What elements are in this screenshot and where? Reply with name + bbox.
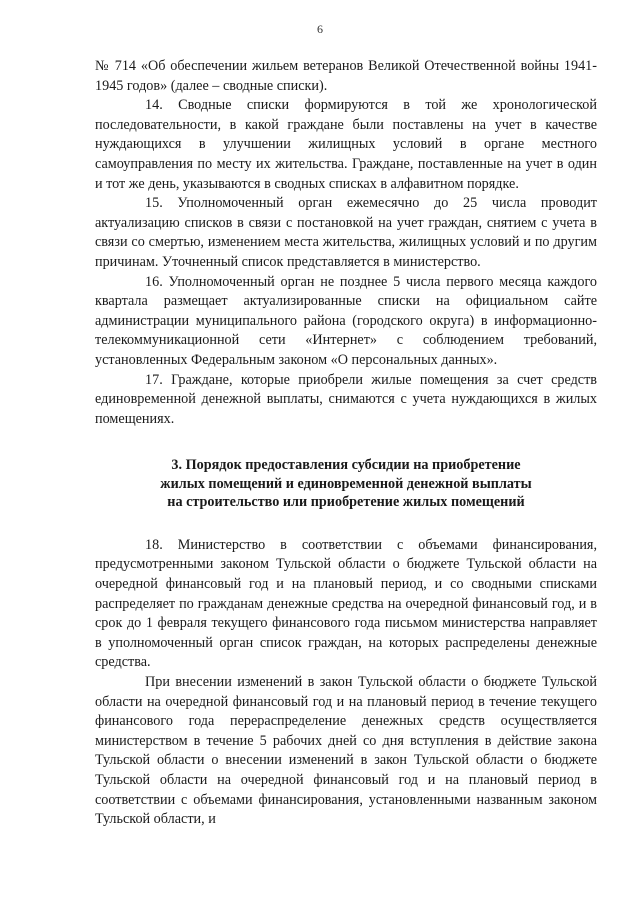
paragraph-16: 16. Уполномоченный орган не позднее 5 числа первого месяца каждого квартала размещает актуализированные списки на официальном сайте администрации муниципального района (городского округа) в информационно-телекоммуникационной сети «Интернет» с соблюдением требований, установленных Федеральным законом «О персональных данных». — [95, 273, 597, 368]
page-number: 6 — [317, 22, 323, 36]
paragraph-18: 18. Министерство в соответствии с объемами финансирования, предусмотренными законом Тульской области о бюджете Тульской области на очередной финансовый год и на плановый период, и со сводными списками распределяет по гражданам денежные средства на очередной финансовый год, и в срок до 1 февраля текущего финансового года письмом министерства направляет в уполномоченный орган список граждан, на которых распределены денежные средства. — [95, 536, 597, 671]
paragraph-budget-changes: При внесении изменений в закон Тульской области о бюджете Тульской области на очередной финансовый год и на плановый период в течение текущего финансового года перераспределение денежных средств осуществляется министерством в течение 5 рабочих дней со дня вступления в действие закона Тульской области о внесении изменений в закон Тульской области о бюджете Тульской области на очередной финансовый год и на плановый период в соответствии с объемами финансирования, установленными названным законом Тульской области, и — [95, 673, 597, 828]
section-heading-line-1: 3. Порядок предоставления субсидии на приобретение — [171, 457, 521, 474]
paragraph-14: 14. Сводные списки формируются в той же хронологической последовательности, в какой граждане были поставлены на учет в качестве нуждающихся в улучшении жилищных условий в органе местного самоуправления по месту их жительства. Граждане, поставленные на учет в один и тот же день, указываются в сводных списках в алфавитном порядке. — [95, 97, 597, 192]
paragraph-continuation: № 714 «Об обеспечении жильем ветеранов Великой Отечественной войны 1941-1945 годов» (далее – сводные списки). — [95, 58, 597, 94]
paragraph-15: 15. Уполномоченный орган ежемесячно до 25 числа проводит актуализацию списков в связи с постановкой на учет граждан, снятием с учета в связи со смертью, изменением места жительства, жилищных условий и по другим причинам. Уточненный список представляется в министерство. — [95, 195, 597, 270]
section-heading-line-3: на строительство или приобретение жилых помещений — [167, 494, 525, 511]
section-heading — [95, 456, 597, 512]
paragraph-17: 17. Граждане, которые приобрели жилые помещения за счет средств единовременной денежной выплаты, снимаются с учета нуждающихся в жилых помещениях. — [95, 371, 597, 427]
section-heading-line-2: жилых помещений и единовременной денежной выплаты — [160, 475, 532, 492]
document-body — [95, 57, 597, 830]
